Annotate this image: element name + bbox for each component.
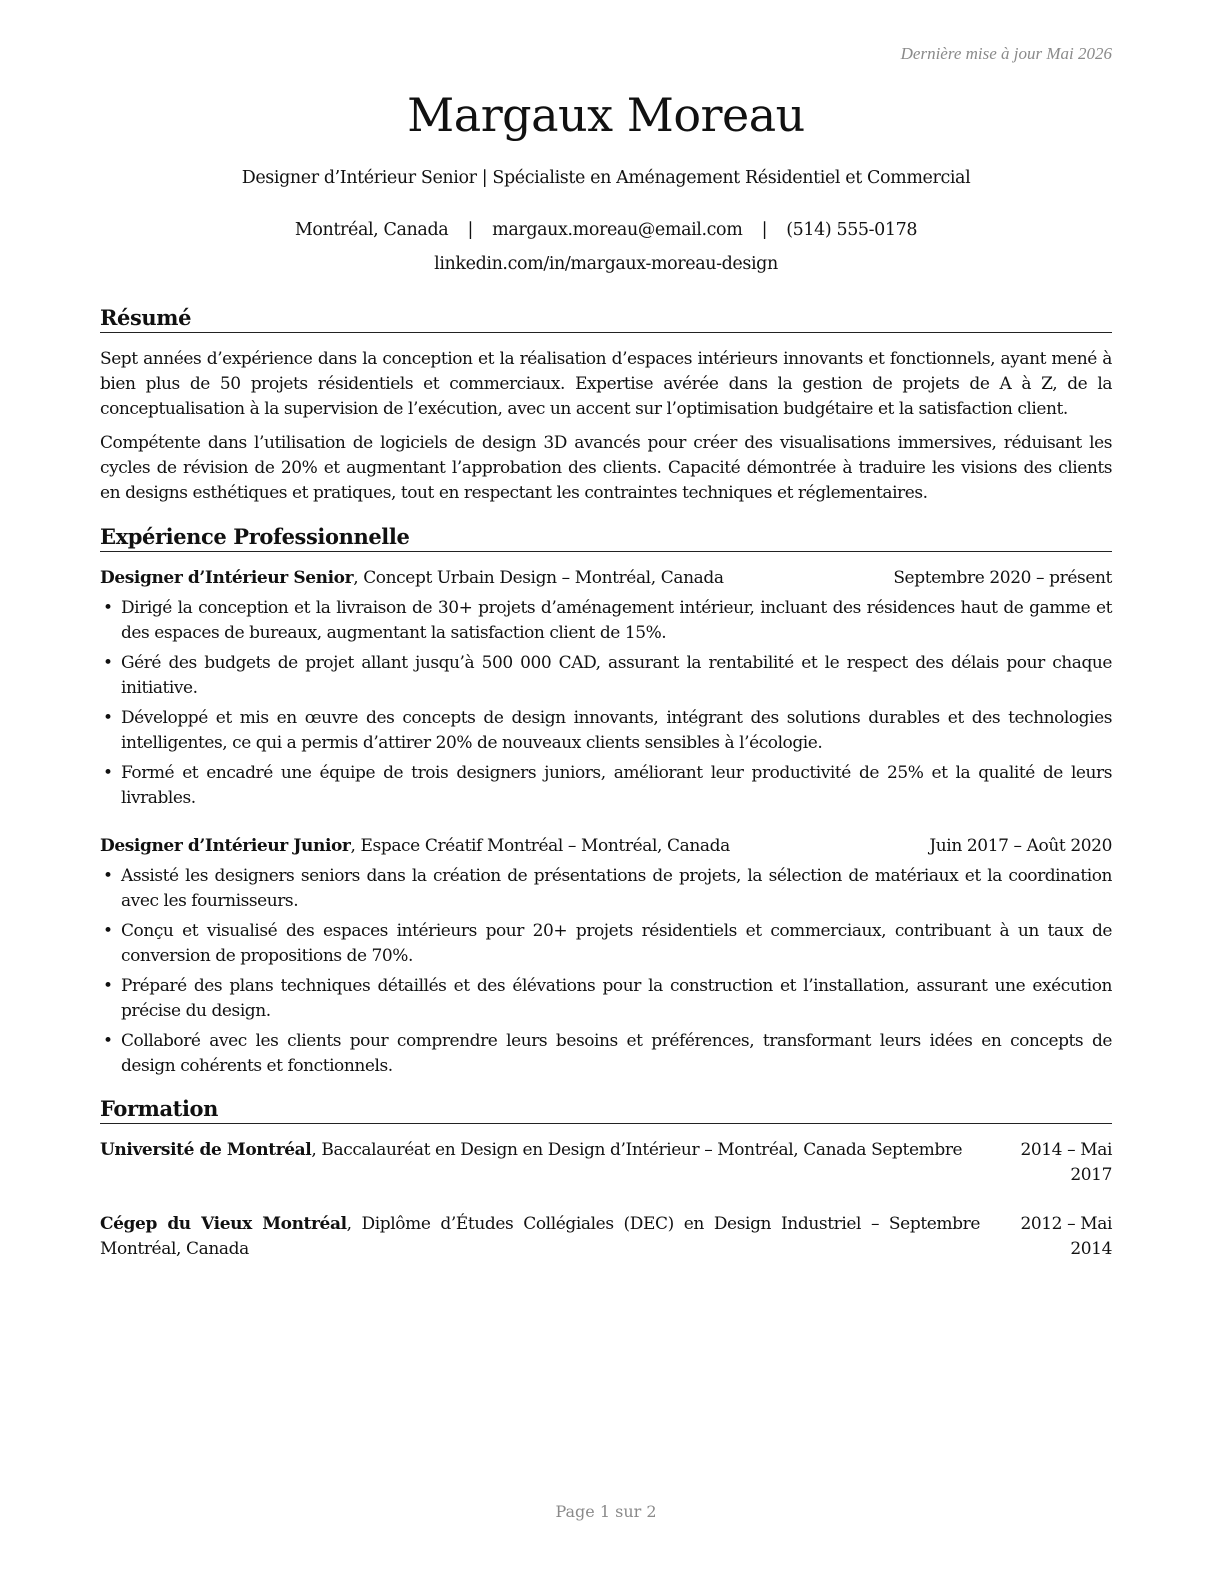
education-detail: , Diplôme d’Études Collégiales (DEC) en Design Industriel – Septembre Montréal, Canada: [100, 1214, 981, 1259]
summary-paragraph: Compétente dans l’utilisation de logiciels de design 3D avancés pour créer des visualisations immersives, réduisant les cycles de révision de 20% et augmentant l’approbation des clients. Capacité démontrée à traduire les visions des clients en designs esthétiques et pratiques, tout en respectant les contraintes techniques et réglementaires.: [100, 433, 1112, 503]
bullet-icon: •: [103, 598, 113, 618]
job-role: Designer d’Intérieur Junior: [100, 836, 351, 856]
job-company: , Espace Créatif Montréal – Montréal, Canada: [350, 836, 730, 856]
bullet-icon: •: [103, 976, 113, 996]
contact-line: [100, 220, 1112, 240]
page-number: Page 1 sur 2: [555, 1502, 657, 1521]
bullet-icon: •: [103, 1031, 113, 1051]
list-item: • Géré des budgets de projet allant jusqu’à 500 000 CAD, assurant la rentabilité et le respect des délais pour chaque initiative.: [103, 653, 1112, 698]
contact-separator: |: [761, 220, 768, 240]
resume-page: [100, 0, 1112, 1584]
list-item: • Assisté les designers seniors dans la création de présentations de projets, la sélection de matériaux et la coordination avec les fournisseurs.: [103, 866, 1112, 911]
linkedin-link[interactable]: linkedin.com/in/margaux-moreau-design: [434, 254, 778, 274]
job-bullets: [100, 864, 1112, 1084]
job-company: , Concept Urbain Design – Montréal, Canada: [353, 568, 724, 588]
education-item: [100, 1138, 1112, 1188]
section-title-education: Formation: [100, 1096, 1112, 1124]
education-dates: 2017: [1070, 1165, 1112, 1185]
list-item: • Développé et mis en œuvre des concepts de design innovants, intégrant des solutions durables et des technologies intelligentes, ce qui a permis d’attirer 20% de nouveaux clients sensibles à l’écologie.: [103, 708, 1112, 753]
contact-location: Montréal, Canada: [294, 220, 449, 240]
list-item: • Préparé des plans techniques détaillés et des élévations pour la construction et l’installation, assurant une exécution précise du design.: [103, 976, 1112, 1021]
bullet-icon: •: [103, 763, 113, 783]
job-bullets: [100, 596, 1112, 816]
contact-separator: |: [467, 220, 473, 240]
job-header: [100, 834, 1112, 859]
education-dates: 2014: [1070, 1239, 1112, 1259]
candidate-name: Margaux Moreau: [407, 88, 805, 142]
section-title-experience: Expérience Professionnelle: [100, 524, 1112, 552]
education-detail: , Baccalauréat en Design en Design d’Intérieur – Montréal, Canada Septembre: [311, 1140, 963, 1160]
summary-paragraph: Sept années d’expérience dans la conception et la réalisation d’espaces intérieurs innovants et fonctionnels, ayant mené à bien plus de 50 projets résidentiels et commerciaux. Expertise avérée dans la gestion de projets de A à Z, de la conceptualisation à la supervision de l’exécution, avec un accent sur l’optimisation budgétaire et la satisfaction client.: [100, 349, 1112, 419]
education-dates: 2012 – Mai: [1020, 1214, 1112, 1234]
education-dates: 2014 – Mai: [1020, 1140, 1112, 1160]
contact-email[interactable]: margaux.moreau@email.com: [492, 220, 743, 240]
job-dates: Juin 2017 – Août 2020: [929, 836, 1112, 856]
job-role: Designer d’Intérieur Senior: [100, 568, 354, 588]
list-item: • Conçu et visualisé des espaces intérieurs pour 20+ projets résidentiels et commerciaux, contribuant à un taux de conversion de propositions de 70%.: [103, 921, 1112, 966]
bullet-icon: •: [103, 866, 113, 886]
last-updated: Dernière mise à jour Mai 2026: [900, 44, 1112, 63]
list-item: • Dirigé la conception et la livraison de 30+ projets d’aménagement intérieur, incluant des résidences haut de gamme et des espaces de bureaux, augmentant la satisfaction client de 15%.: [103, 598, 1112, 643]
tagline: Designer d’Intérieur Senior | Spécialiste en Aménagement Résidentiel et Commercial: [241, 168, 971, 188]
job-dates: Septembre 2020 – présent: [893, 568, 1112, 588]
bullet-icon: •: [103, 708, 113, 728]
bullet-icon: •: [103, 921, 113, 941]
bullet-icon: •: [103, 653, 113, 673]
contact-phone: (514) 555-0178: [786, 220, 918, 240]
education-item: [100, 1212, 1112, 1262]
job-header: [100, 566, 1112, 591]
list-item: • Collaboré avec les clients pour comprendre leurs besoins et préférences, transformant leurs idées en concepts de design cohérents et fonctionnels.: [103, 1031, 1112, 1076]
list-item: • Formé et encadré une équipe de trois designers juniors, améliorant leur productivité de 25% et la qualité de leurs livrables.: [103, 763, 1112, 808]
section-title-summary: Résumé: [100, 305, 1112, 333]
education-school: Cégep du Vieux Montréal: [100, 1214, 347, 1234]
education-school: Université de Montréal: [100, 1140, 312, 1160]
